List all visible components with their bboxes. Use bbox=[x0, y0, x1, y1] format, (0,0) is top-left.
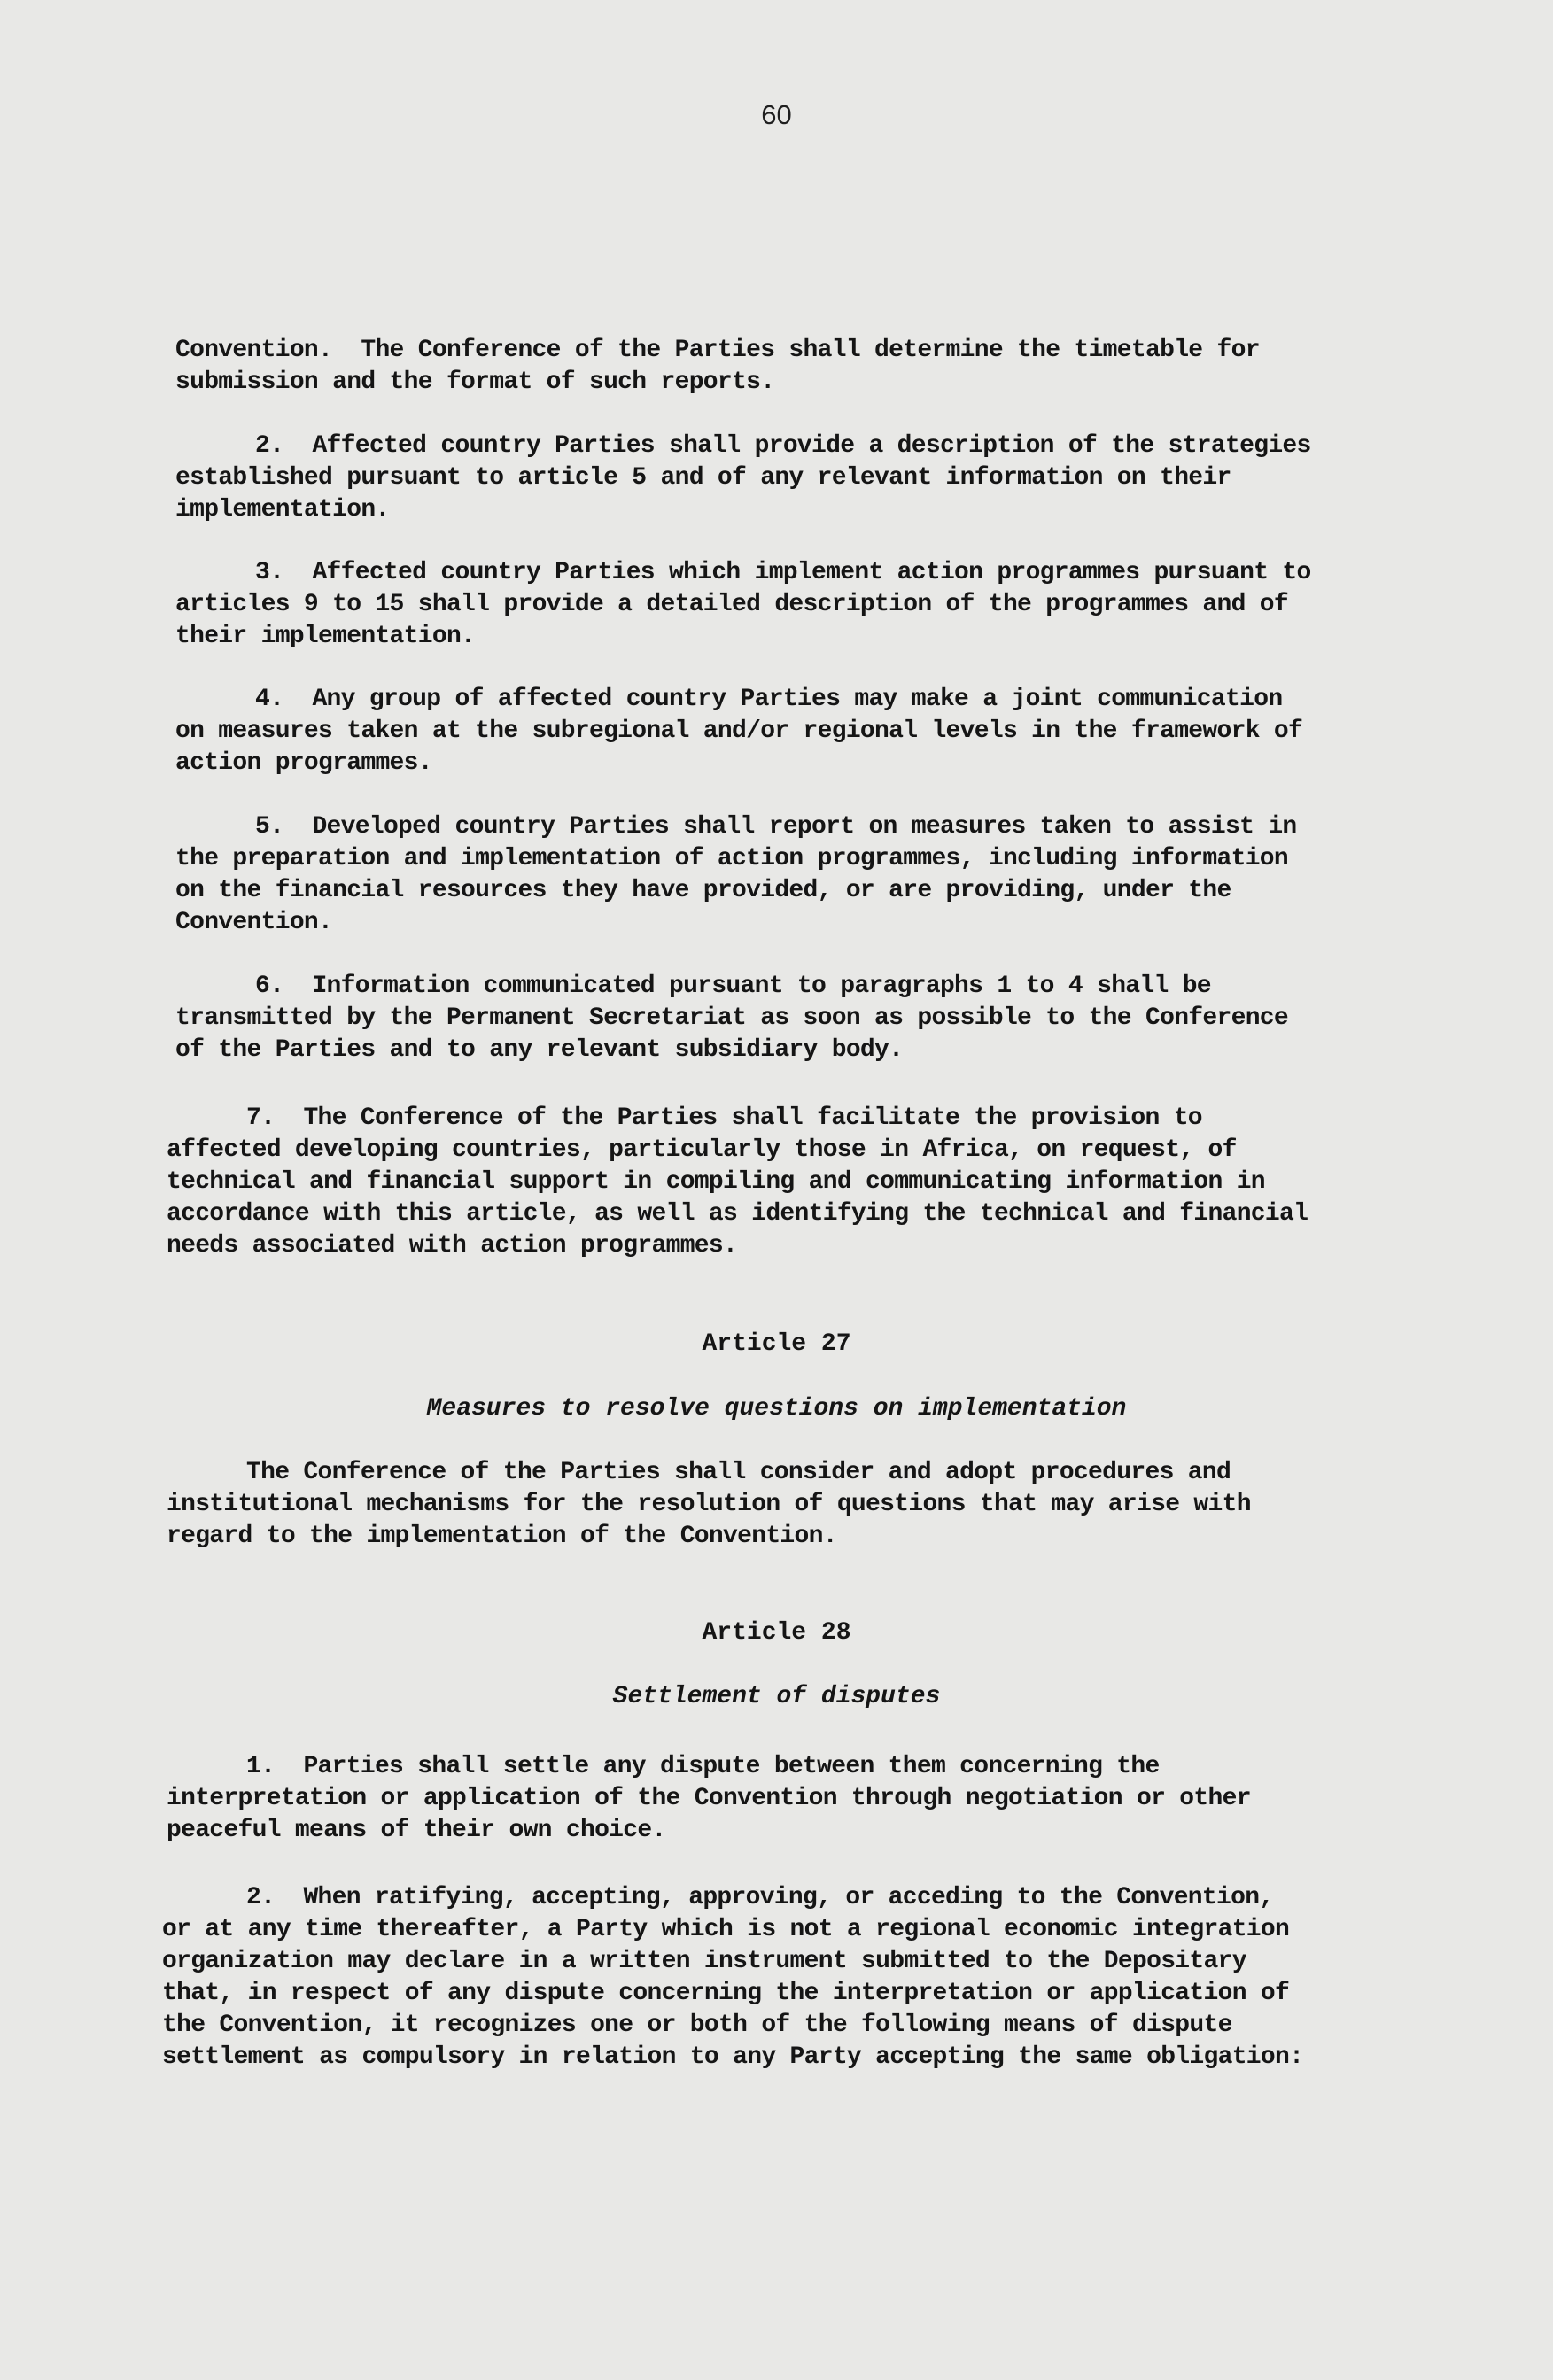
paragraph-5-number: 5. bbox=[255, 813, 284, 841]
paragraph-7-number: 7. bbox=[246, 1105, 276, 1132]
paragraph-7 bbox=[0, 1103, 1553, 1262]
paragraph-7-number-wrap bbox=[167, 1105, 303, 1132]
article-28-subheading: Settlement of disputes bbox=[612, 1683, 941, 1710]
article-28-paragraph-1 bbox=[0, 1751, 1553, 1847]
paragraph-3 bbox=[0, 557, 1553, 653]
paragraph-4-text: Any group of affected country Parties may make a joint communication on measures taken at the subregional and/or regional levels in the framework of action programmes. bbox=[175, 686, 1303, 777]
paragraph-4-number-wrap bbox=[175, 686, 312, 713]
paragraph-5 bbox=[0, 811, 1553, 939]
article-28-paragraph-2-text: When ratifying, accepting, approving, or acceding to the Convention, or at any time thereafter, a Party which is not a regional economic integration organization may declare in a written instrument submitted to the Depositary that, in respect of any dispute concerning the interpretation or application of the Convention, it recognizes one or both of the following means of dispute settlement as compulsory in relation to any Party accepting the same obligation: bbox=[162, 1884, 1304, 2071]
paragraph-5-text: Developed country Parties shall report on measures taken to assist in the preparation and implementation of action programmes, including information on the financial resources they have provided, or are providing, under the Convention. bbox=[175, 813, 1297, 936]
article-27-heading: Article 27 bbox=[702, 1330, 851, 1358]
page-number: 60 bbox=[761, 99, 792, 130]
article-28-paragraph-1-number-wrap bbox=[167, 1753, 303, 1780]
article-27-indent bbox=[167, 1459, 246, 1486]
paragraph-2 bbox=[0, 430, 1553, 526]
article-28-paragraph-1-number: 1. bbox=[246, 1753, 276, 1780]
paragraph-6-text: Information communicated pursuant to paragraphs 1 to 4 shall be transmitted by the Permanent Secretariat as soon as possible to the Conference of the Parties and to any relevant subsidiary body. bbox=[175, 973, 1289, 1064]
paragraph-7-text: The Conference of the Parties shall facilitate the provision to affected developing countries, particularly those in Africa, on request, of technical and financial support in compiling and communicating information in accordance with this article, as well as identifying the technical and financial needs associated with action programmes. bbox=[167, 1105, 1308, 1260]
article-28-heading: Article 28 bbox=[702, 1619, 851, 1647]
paragraph-3-number-wrap bbox=[175, 559, 312, 586]
paragraph-4 bbox=[0, 684, 1553, 779]
paragraph-2-text: Affected country Parties shall provide a description of the strategies established pursuant to article 5 and of any relevant information on their implementation. bbox=[175, 432, 1311, 523]
paragraph-2-number-wrap bbox=[175, 432, 312, 460]
article-27-text: The Conference of the Parties shall consider and adopt procedures and institutional mechanisms for the resolution of questions that may arise with regard to the implementation of the Convention. bbox=[167, 1459, 1251, 1550]
paragraph-2-number: 2. bbox=[255, 432, 284, 460]
paragraph-6 bbox=[0, 971, 1553, 1066]
paragraph-6-number-wrap bbox=[175, 973, 312, 1000]
article-28-paragraph-1-text: Parties shall settle any dispute between them concerning the interpretation or application of the Convention through negotiation or other peaceful means of their own choice. bbox=[167, 1753, 1251, 1844]
paragraph-4-number: 4. bbox=[255, 686, 284, 713]
paragraph-6-number: 6. bbox=[255, 973, 284, 1000]
paragraph-3-text: Affected country Parties which implement action programmes pursuant to articles 9 to 15 shall provide a detailed description of the programmes and of their implementation. bbox=[175, 559, 1311, 650]
paragraph-3-number: 3. bbox=[255, 559, 284, 586]
intro-text: Convention. The Conference of the Parties shall determine the timetable for submission and the format of such reports. bbox=[175, 337, 1260, 396]
paragraph-5-number-wrap bbox=[175, 813, 312, 841]
article-28-paragraph-2-number-wrap bbox=[162, 1884, 303, 1911]
article-27-subheading: Measures to resolve questions on implementation bbox=[426, 1395, 1127, 1423]
article-28-paragraph-2 bbox=[0, 1882, 1553, 2074]
intro-paragraph bbox=[0, 335, 1553, 399]
article-27-paragraph bbox=[0, 1457, 1553, 1553]
article-28-paragraph-2-number: 2. bbox=[246, 1884, 276, 1911]
